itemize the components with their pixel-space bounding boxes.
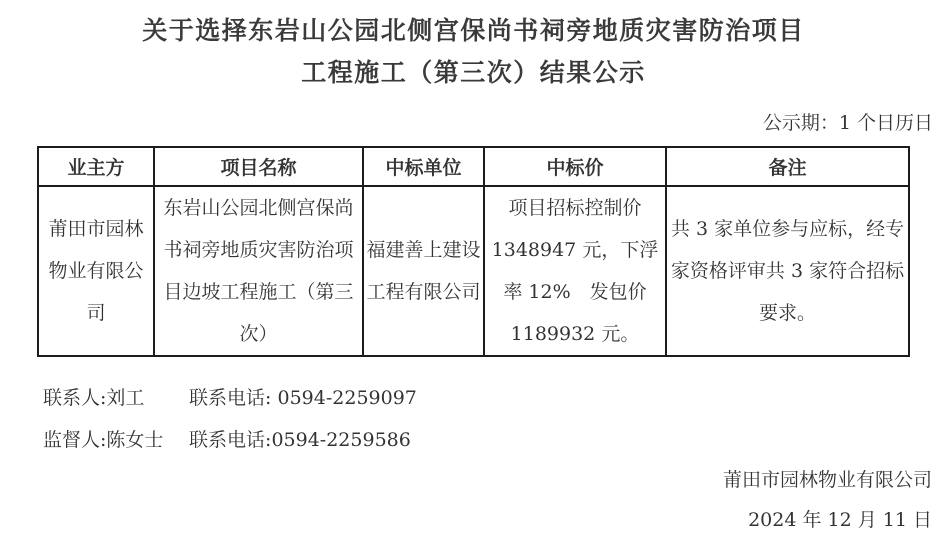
contact-person: 联系人:刘工	[43, 387, 145, 409]
cell-project-name: 东岩山公园北侧宫保尚书祠旁地质灾害防治项目边坡工程施工（第三次）	[154, 186, 363, 356]
signature-date: 2024 年 12 月 11 日	[748, 509, 932, 531]
signature-company: 莆田市园林物业有限公司	[722, 469, 932, 491]
cell-winning-price: 项目招标控制价 1348947 元，下浮率 12% 发包价 1189932 元。	[484, 186, 666, 356]
contact-row-2	[43, 419, 947, 461]
contact-info	[43, 377, 947, 461]
notice-period: 公示期：1 个日历日	[762, 112, 933, 134]
header-project-name: 项目名称	[154, 147, 363, 186]
header-winning-bidder: 中标单位	[363, 147, 484, 186]
page-title	[0, 0, 947, 94]
cell-owner: 莆田市园林物业有限公司	[38, 186, 154, 356]
title-line-1: 关于选择东岩山公园北侧宫保尚书祠旁地质灾害防治项目	[142, 16, 805, 45]
header-winning-price: 中标价	[484, 147, 666, 186]
table-header-row	[38, 147, 909, 186]
title-line-2: 工程施工（第三次）结果公示	[301, 58, 646, 87]
bid-result-table	[37, 146, 910, 357]
contact-phone: 联系电话: 0594-2259097	[189, 387, 417, 409]
cell-remarks: 共 3 家单位参与应标，经专家资格评审共 3 家符合招标要求。	[666, 186, 909, 356]
table-row	[38, 186, 909, 356]
header-owner: 业主方	[38, 147, 154, 186]
supervisor-phone: 联系电话:0594-2259586	[189, 429, 411, 451]
supervisor-person: 监督人:陈女士	[43, 429, 164, 451]
signature-block	[0, 461, 947, 541]
contact-row-1	[43, 377, 947, 419]
cell-winning-bidder: 福建善上建设工程有限公司	[363, 186, 484, 356]
header-remarks: 备注	[666, 147, 909, 186]
